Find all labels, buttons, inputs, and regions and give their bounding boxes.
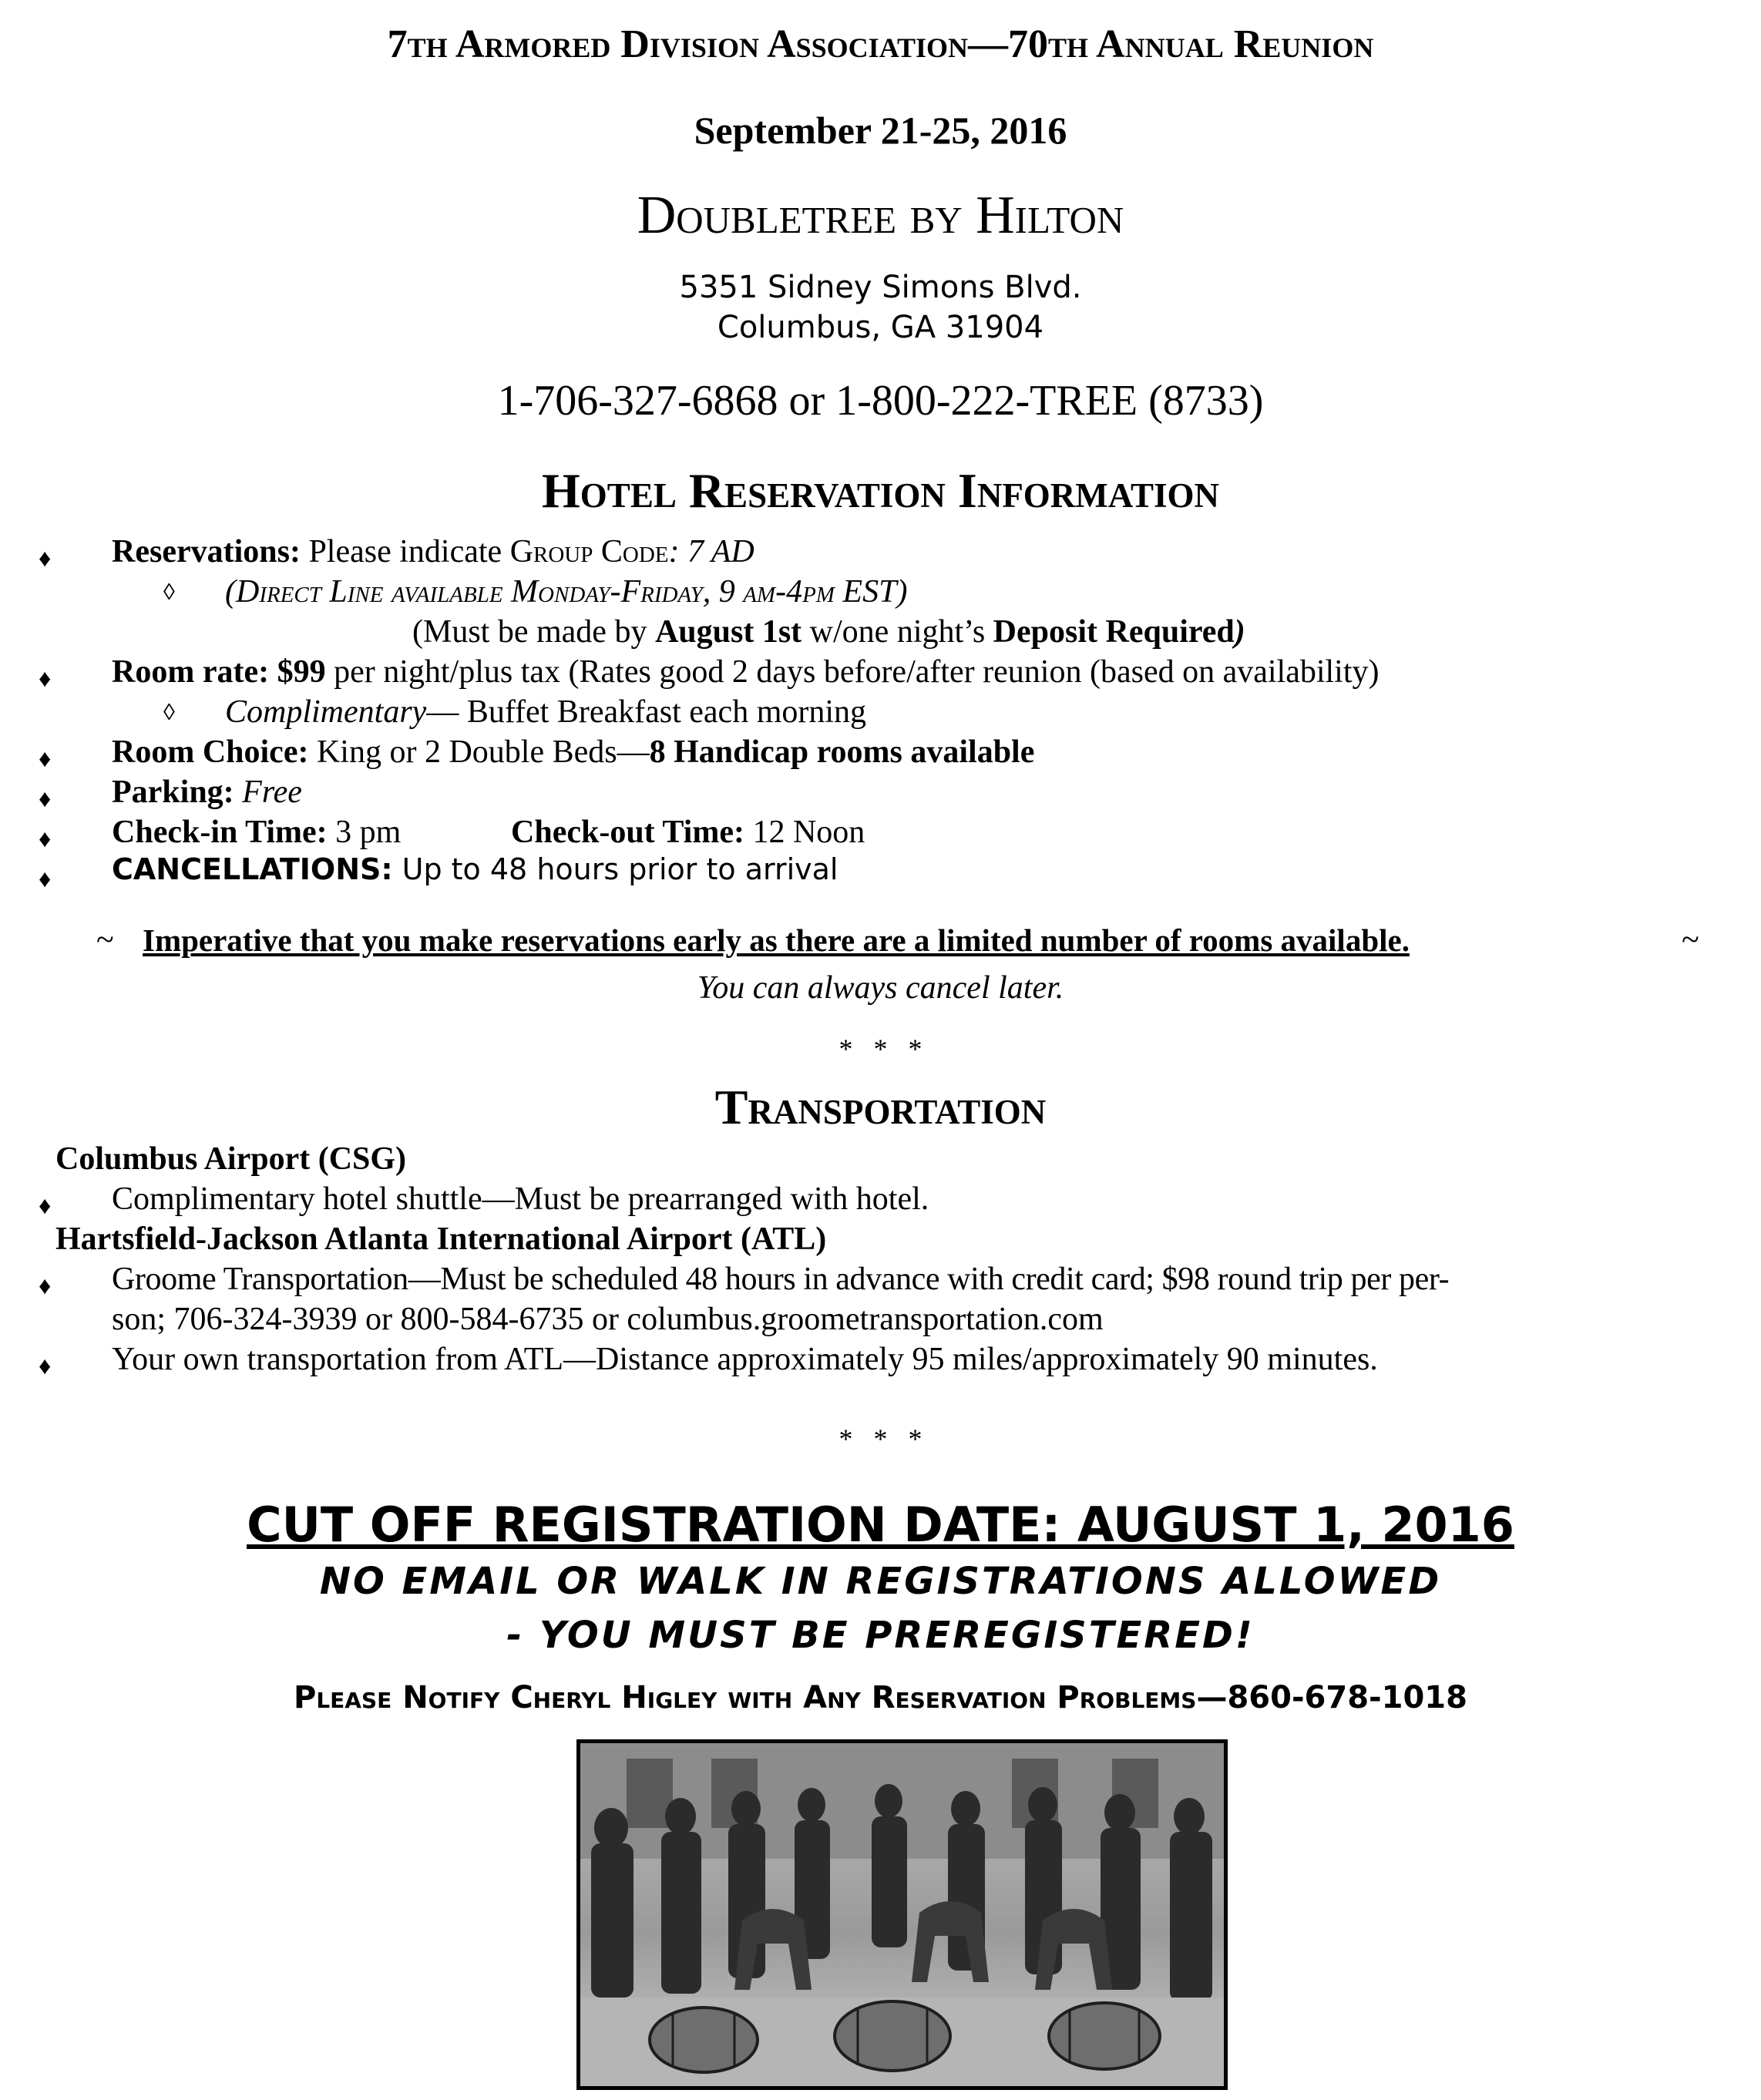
deadline-date: August 1st [654, 614, 802, 650]
diamond-bullet-icon: ♦ [39, 1352, 52, 1379]
atl-airport-title: Hartsfield-Jackson Atlanta International Airport (ATL) [55, 1221, 827, 1257]
cancellations-text: Up to 48 hours prior to arrival [392, 852, 838, 886]
lozenge-bullet-icon: ◊ [163, 580, 175, 605]
room-choice-text: King or 2 Double Beds— [308, 734, 650, 770]
cancel-later-note: You can always cancel later. [697, 970, 1064, 1006]
diamond-bullet-icon: ♦ [39, 664, 52, 692]
no-email-notice: NO EMAIL OR WALK IN REGISTRATIONS ALLOWED [319, 1560, 1442, 1603]
own-transport-item: Your own transportation from ATL—Distance approximately 95 miles/approximately 90 minutes. [112, 1342, 1378, 1377]
deadline-pre: (Must be made by [412, 614, 655, 650]
room-rate-text: per night/plus tax (Rates good 2 days before/after reunion (based on availability) [325, 654, 1380, 690]
parking-value: Free [242, 774, 302, 810]
tilde-left: ~ [96, 922, 114, 958]
diamond-bullet-icon: ♦ [39, 865, 52, 892]
parking-item [112, 774, 302, 811]
complimentary-text: — Buffet Breakfast each morning [426, 694, 867, 730]
imperative-note: Imperative that you make reservations early as there are a limited number of rooms available. [143, 922, 1410, 958]
cancellations-item [112, 852, 838, 886]
checkout-label: Check-out Time: [511, 815, 744, 850]
reunion-dates: September 21-25, 2016 [694, 109, 1067, 152]
reunion-title: 7th Armored Division Association—70th Annual Reunion [387, 22, 1374, 66]
diamond-bullet-icon: ♦ [39, 1191, 52, 1219]
direct-line: (Direct Line available Monday-Friday, 9 am-4pm EST) [225, 574, 908, 610]
groome-item-line1: Groome Transportation—Must be scheduled 48 hours in advance with credit card; $98 round trip per per- [112, 1262, 1450, 1297]
checkout-value: 12 Noon [744, 815, 865, 850]
lozenge-bullet-icon: ◊ [163, 700, 175, 725]
reservations-item [112, 533, 754, 570]
transportation-heading: Transportation [714, 1080, 1047, 1134]
csg-airport-title: Columbus Airport (CSG) [55, 1141, 407, 1177]
deadline-mid: w/one night’s [802, 614, 993, 650]
groome-item-line2: son; 706-324-3939 or 800-584-6735 or columbus.groometransportation.com [112, 1302, 1104, 1337]
cancellations-label: CANCELLATIONS: [112, 852, 393, 886]
room-rate-label: Room rate: [112, 654, 270, 690]
parking-label: Parking: [112, 774, 234, 810]
room-choice-label: Room Choice: [112, 734, 309, 770]
diamond-bullet-icon: ♦ [39, 1272, 52, 1299]
complimentary-label: Complimentary [225, 694, 427, 730]
diamond-bullet-icon: ♦ [39, 785, 52, 812]
notify-contact: Please Notify Cheryl Higley with Any Reservation Problems—860-678-1018 [294, 1680, 1467, 1715]
checkin-label: Check-in Time: [112, 815, 328, 850]
section-divider-stars: * * * [838, 1423, 923, 1454]
reservations-text: Please indicate [308, 534, 502, 570]
complimentary-item [225, 694, 866, 731]
room-choice-item [112, 734, 1034, 771]
diamond-bullet-icon: ♦ [39, 744, 52, 772]
barrel-rolling-photo [576, 1739, 1228, 2090]
hotel-name: Doubletree by Hilton [637, 186, 1124, 245]
deadline-end: ) [1234, 614, 1245, 650]
group-code-label: Group Code [509, 534, 669, 570]
diamond-bullet-icon: ♦ [39, 544, 52, 572]
hotel-phone: 1-706-327-6868 or 1-800-222-TREE (8733) [497, 377, 1264, 425]
reservations-label: Reservations: [112, 534, 301, 570]
handicap-rooms: 8 Handicap rooms available [649, 734, 1035, 770]
group-code-value: : 7 AD [668, 534, 754, 570]
csg-shuttle-item: Complimentary hotel shuttle—Must be prearranged with hotel. [112, 1181, 929, 1217]
preregister-notice: - YOU MUST BE PREREGISTERED! [506, 1614, 1255, 1657]
tilde-right: ~ [1682, 922, 1699, 958]
diamond-bullet-icon: ♦ [39, 825, 52, 852]
checkout-item [511, 814, 865, 851]
checkin-value: 3 pm [327, 815, 402, 850]
deadline-note [412, 613, 1245, 650]
room-rate-item [112, 654, 1380, 690]
barrel-rolling-illustration [580, 1743, 1224, 2086]
room-rate-value: $99 [277, 654, 326, 690]
reservation-heading: Hotel Reservation Information [542, 463, 1219, 518]
deadline-deposit: Deposit Required [993, 614, 1235, 650]
checkin-item [112, 814, 401, 851]
cutoff-title: CUT OFF REGISTRATION DATE: AUGUST 1, 2016 [247, 1497, 1514, 1553]
hotel-address-line1: 5351 Sidney Simons Blvd. [679, 270, 1082, 305]
hotel-address-line2: Columbus, GA 31904 [717, 310, 1044, 345]
section-divider-stars: * * * [838, 1033, 923, 1064]
